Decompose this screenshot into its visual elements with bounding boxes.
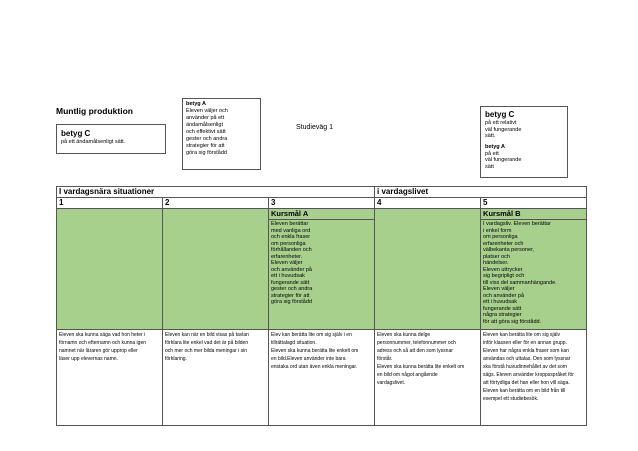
empty-green-cell — [163, 209, 269, 330]
grade-c-label: betyg C — [61, 129, 91, 138]
level-description: Elev kan berätta lite om sig själv i en tillrättalagd situation. Eleven ska kunna berätta lite enkelt om en bild.Eleven använder inte bara enstaka ord utan även enkla meningar. — [269, 330, 375, 426]
course-goal-b-text: I vardagsliv. Eleven berättar i enkel form om personliga erfarenheter och välbekanta personer, platser och händelser. Eleven uttrycker sig begripligt och till viss del sammanhängande. Eleven väljer och använder på ett i huvudsak fungerande sätt några strategier för att göra sig förstådd. — [481, 220, 587, 330]
level-description: Eleven kan berätta lite om sig själv inför klassen eller för en annan grupp. Eleven har några enkla fraser som kan användas och uttalas. Den som lyssnar ska förstå huvudinnehållet av det som sägs. Eleven använder kroppsspråket för att förtydliga det han eller hon vill säga. Eleven kan berätta om en bild från till exempel ett studiebesök. — [481, 330, 587, 426]
column-number: 2 — [163, 198, 269, 209]
column-number: 4 — [375, 198, 481, 209]
grade-a-text-right: på ett väl fungerande sätt — [485, 150, 522, 170]
level-description: Eleven kan när en bild visas på tavlan förklara lite enkel vad det är på bilden och mer och mer bilda meningar i sin förklaring. — [163, 330, 269, 426]
level-description: Eleven ska kunna delge personnummer, telefonnummer och adress och så att den som lyssnar förstår. Eleven ska kunna berätta lite enkelt om en bild om något angående vardagslivet. — [375, 330, 481, 426]
empty-green-cell — [57, 209, 163, 330]
course-goal-a-label: Kursmål A — [269, 209, 375, 220]
column-number: 5 — [481, 198, 587, 209]
grade-c-box-left — [56, 124, 166, 154]
column-number: 1 — [57, 198, 163, 209]
grade-a-text: Eleven väljer och använder på ett ändamålsenligt och effektivt sätt gester och andra strategier för att göra sig förstådd — [186, 108, 228, 156]
situation-left-header: I vardagsnära situationer — [57, 187, 375, 198]
grade-a-label: betyg A — [186, 101, 206, 107]
grade-a-label-right: betyg A — [485, 143, 505, 150]
course-goal-b-label: Kursmål B — [481, 209, 587, 220]
course-goal-a-text: Eleven berättar med vanliga ord och enkla fraser om personliga förhållanden och erfarenheter. Eleven väljer och använder på ett i huvudsak fungerande sätt gester och andra strategier för att göra sig förstådd — [269, 220, 375, 330]
grade-box-right — [480, 106, 568, 178]
column-number: 3 — [269, 198, 375, 209]
empty-green-cell — [375, 209, 481, 330]
level-description: Eleven ska kunna säga vad hon heter i förnamn och efternamn och kunna igen namnet när läraren gör upprop eller läser upp elevernas namn. — [57, 330, 163, 426]
grading-table — [56, 186, 587, 426]
grade-a-box — [182, 98, 261, 170]
grade-c-text: på ett ändamålsenligt sätt. — [61, 139, 126, 145]
situation-right-header: i vardagslivet — [375, 187, 587, 198]
grade-c-text-right: på ett relativt väl fungerande sätt. — [485, 120, 522, 139]
document-title: Muntlig produktion — [56, 106, 133, 116]
study-path-label: Studieväg 1 — [296, 124, 333, 131]
grade-c-label-right: betyg C — [485, 110, 515, 119]
